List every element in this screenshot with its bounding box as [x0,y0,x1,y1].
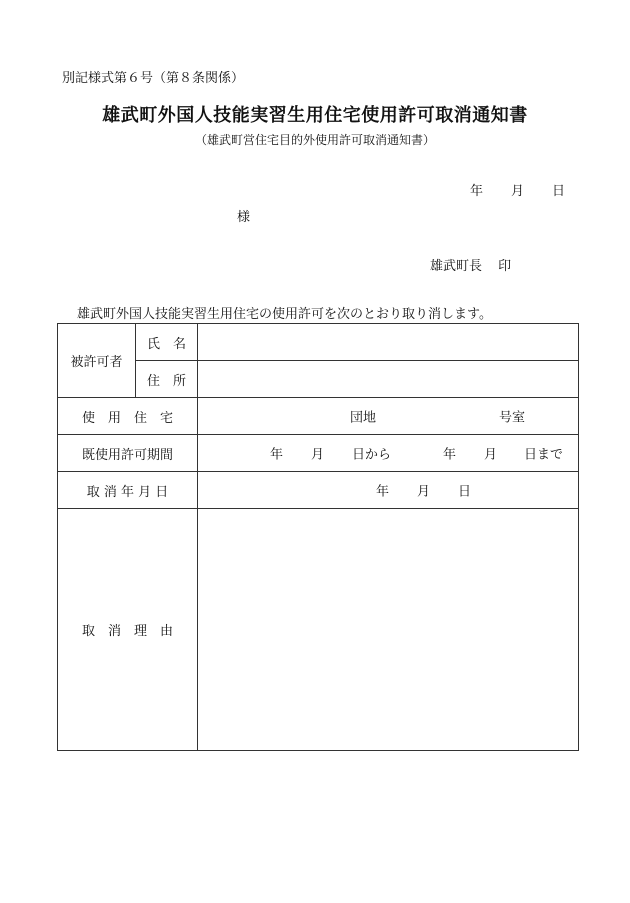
issuer-seal: 印 [498,259,512,274]
cancellation-table [57,323,579,751]
cancel-date-year: 年 [376,484,390,500]
period-to-day: 日まで [524,447,564,463]
name-value-cell[interactable] [198,324,579,361]
cancel-date-value-cell[interactable] [198,472,579,509]
address-label: 住 所 [136,361,198,398]
cancel-date-label: 取 消 年 月 日 [58,472,198,509]
period-value-cell[interactable] [198,435,579,472]
housing-label: 使 用 住 宅 [58,398,198,435]
housing-value-cell[interactable] [198,398,579,435]
cancel-date-month: 月 [417,484,431,500]
issuer-line [430,255,511,274]
period-from-month: 月 [311,447,325,463]
period-from-year: 年 [270,447,284,463]
cancel-date-day: 日 [458,484,472,500]
period-label: 既使用許可期間 [58,435,198,472]
housing-room-unit: 号室 [499,410,526,426]
reason-value-cell[interactable] [198,509,579,751]
licensee-label: 被許可者 [58,324,136,398]
recipient-honorific: 様 [237,210,251,225]
intro-text: 雄武町外国人技能実習生用住宅の使用許可を次のとおり取り消します。 [77,307,492,322]
issue-date-day: 日 [552,184,566,199]
name-label: 氏 名 [136,324,198,361]
period-to-year: 年 [443,447,457,463]
document-subtitle: （雄武町営住宅目的外使用許可取消通知書） [194,133,435,147]
period-to-month: 月 [484,447,498,463]
issuer-name: 雄武町長 [430,259,483,274]
address-value-cell[interactable] [198,361,579,398]
form-number-label: 別記様式第６号（第８条関係） [62,71,245,86]
reason-label: 取 消 理 由 [58,509,198,751]
housing-danchi-unit: 団地 [350,410,377,426]
document-title: 雄武町外国人技能実習生用住宅使用許可取消通知書 [102,105,528,126]
period-from-day: 日から [352,447,392,463]
issue-date-month: 月 [511,184,525,199]
issue-date-year: 年 [470,184,484,199]
